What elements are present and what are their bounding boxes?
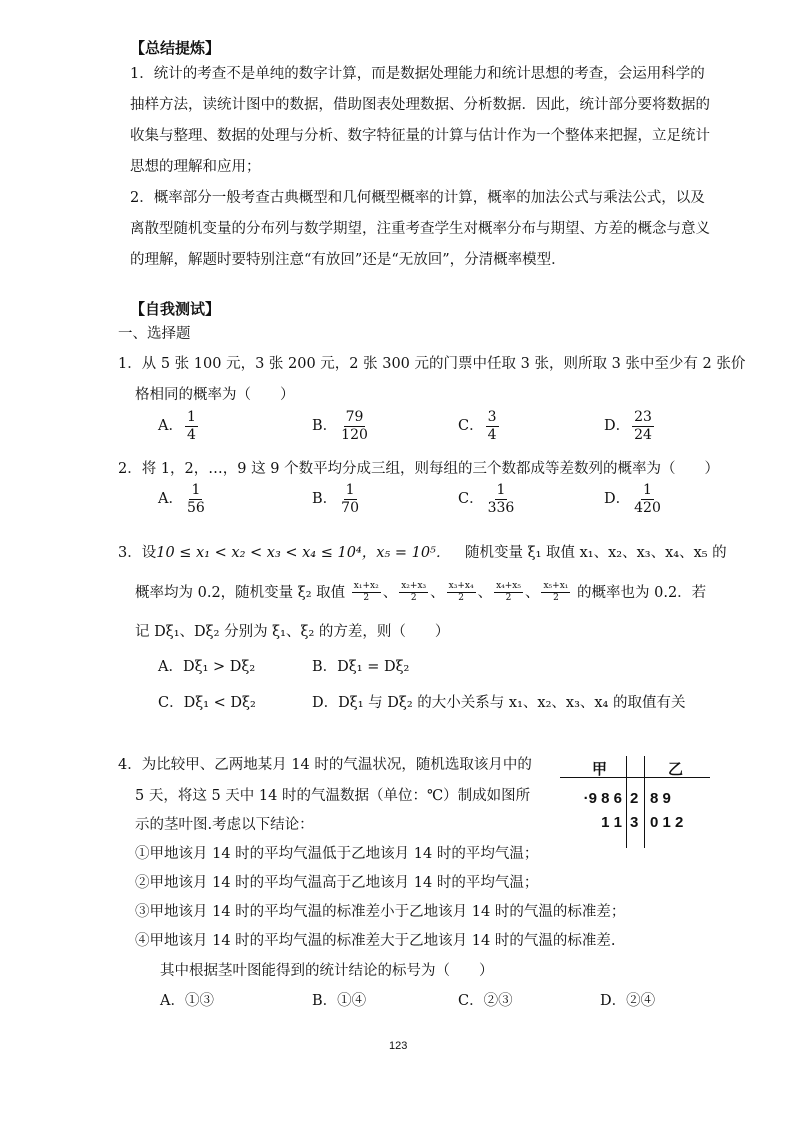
q4-conclusion-2: ②甲地该月 14 时的平均气温高于乙地该月 14 时的平均气温； xyxy=(135,875,539,891)
q4-option-a: A．①③ xyxy=(160,993,214,1009)
stem-leaf-left-title: 甲 xyxy=(592,761,608,778)
summary-p2-line1: 2．概率部分一般考查古典概型和几何概型概率的计算，概率的加法公式与乘法公式，以及 xyxy=(130,190,705,206)
q4-ask: 其中根据茎叶图能得到的统计结论的标号为（ ） xyxy=(160,963,494,979)
q1-option-b: B． $\frac{79}{120}$ xyxy=(312,409,368,443)
stem-leaf-row2-right: 0 1 2 xyxy=(650,814,684,831)
q3-condition: 10 ≤ x₁ < x₂ < x₃ < x₄ ≤ 10⁴，x₅ = 10⁵． xyxy=(156,545,451,561)
stem-leaf-row1-right: 8 9 xyxy=(650,790,671,807)
test-subheading: 一、选择题 xyxy=(118,326,191,342)
q1-line1: 1．从 5 张 100 元，3 张 200 元，2 张 300 元的门票中任取 3 张，则所取 3 张中至少有 2 张价 xyxy=(118,356,746,372)
q4-line3: 示的茎叶图.考虑以下结论： xyxy=(135,817,314,833)
summary-p2-line2: 离散型随机变量的分布列与数学期望，注重考查学生对概率分布与期望、方差的概念与意义 xyxy=(130,221,710,237)
q2-option-c: C． $\frac{1}{336}$ xyxy=(458,482,515,516)
q3-option-a: A．Dξ₁ > Dξ₂ xyxy=(158,659,256,675)
q1-option-d: D． $\frac{23}{24}$ xyxy=(604,409,652,443)
page-number: 123 xyxy=(389,1040,408,1052)
summary-p1-line1: 1．统计的考查不是单纯的数字计算，而是数据处理能力和统计思想的考查，会运用科学的 xyxy=(130,66,705,82)
summary-p1-line4: 思想的理解和应用； xyxy=(130,159,261,175)
q4-option-d: D．②④ xyxy=(600,993,656,1009)
q3-line1: 3．设10 ≤ x₁ < x₂ < x₃ < x₄ ≤ 10⁴，x₅ = 10⁵． 随机变量 ξ₁ 取值 x₁、x₂、x₃、x₄、x₅ 的 xyxy=(118,545,727,561)
stem-leaf-row2-stem: 3 xyxy=(630,814,639,831)
q1-option-c: C． $\frac{3}{4}$ xyxy=(458,409,497,443)
q4-line1: 4．为比较甲、乙两地某月 14 时的气温状况，随机选取该月中的 xyxy=(118,757,532,773)
q4-conclusion-4: ④甲地该月 14 时的平均气温的标准差大于乙地该月 14 时的气温的标准差. xyxy=(135,933,616,949)
stem-leaf-row2-left: 1 1 xyxy=(601,814,622,831)
stem-leaf-right-title: 乙 xyxy=(668,761,684,778)
summary-p1-line2: 抽样方法，读统计图中的数据，借助图表处理数据、分析数据．因此，统计部分要将数据的 xyxy=(130,97,710,113)
test-heading: 【自我测试】 xyxy=(130,300,221,318)
q3-line3: 记 Dξ₁、Dξ₂ 分别为 ξ₁、ξ₂ 的方差，则（ ） xyxy=(135,624,450,640)
summary-heading: 【总结提炼】 xyxy=(130,39,221,57)
stem-leaf-row1-left: ·9 8 6 xyxy=(583,790,622,807)
q3-line2: 概率均为 0.2，随机变量 ξ₂ 取值 $\frac{\text{x₁+x₂}}{2}$ 、 $\frac{\text{x₂+x₃}}{2}$ 、 $\frac{\text{x₃+x₄}}{2}$ 、 $\frac{\text{x₄+x₅}}{2}$ 、 $\frac{\text{x₅+x₁}}{2}$ 的概率也为 0.2．若 xyxy=(135,581,707,604)
q4-line2: 5 天，将这 5 天中 14 时的气温数据（单位：℃）制成如图所 xyxy=(135,788,531,804)
q4-conclusion-3: ③甲地该月 14 时的平均气温的标准差小于乙地该月 14 时的气温的标准差； xyxy=(135,904,626,920)
stem-leaf-row1-stem: 2 xyxy=(630,790,639,807)
stem-leaf-header-rule xyxy=(560,777,710,778)
q4-option-b: B．①④ xyxy=(312,993,367,1009)
stem-divider-right xyxy=(644,756,645,848)
stem-leaf-plot xyxy=(560,752,720,852)
q2-option-b: B． $\frac{1}{70}$ xyxy=(312,482,359,516)
summary-p1-line3: 收集与整理、数据的处理与分析、数字特征量的计算与估计作为一个整体来把握，立足统计 xyxy=(130,128,710,144)
stem-divider-left xyxy=(626,756,627,848)
q2-line1: 2．将 1，2，…，9 这 9 个数平均分成三组，则每组的三个数都成等差数列的概率为（ ） xyxy=(118,461,720,477)
q3-option-d: D．Dξ₁ 与 Dξ₂ 的大小关系与 x₁、x₂、x₃、x₄ 的取值有关 xyxy=(312,695,686,711)
summary-p2-line3: 的理解，解题时要特别注意“有放回”还是“无放回”，分清概率模型． xyxy=(130,252,566,268)
q2-option-a: A． $\frac{1}{56}$ xyxy=(158,482,205,516)
q3-option-b: B．Dξ₁ = Dξ₂ xyxy=(312,659,410,675)
q4-option-c: C．②③ xyxy=(458,993,513,1009)
q1-option-a: A． $\frac{1}{4}$ xyxy=(158,409,196,443)
q4-conclusion-1: ①甲地该月 14 时的平均气温低于乙地该月 14 时的平均气温； xyxy=(135,846,539,862)
q2-option-d: D． $\frac{1}{420}$ xyxy=(604,482,661,516)
q3-option-c: C．Dξ₁ < Dξ₂ xyxy=(158,695,256,711)
q1-line2: 格相同的概率为（ ） xyxy=(135,387,295,403)
